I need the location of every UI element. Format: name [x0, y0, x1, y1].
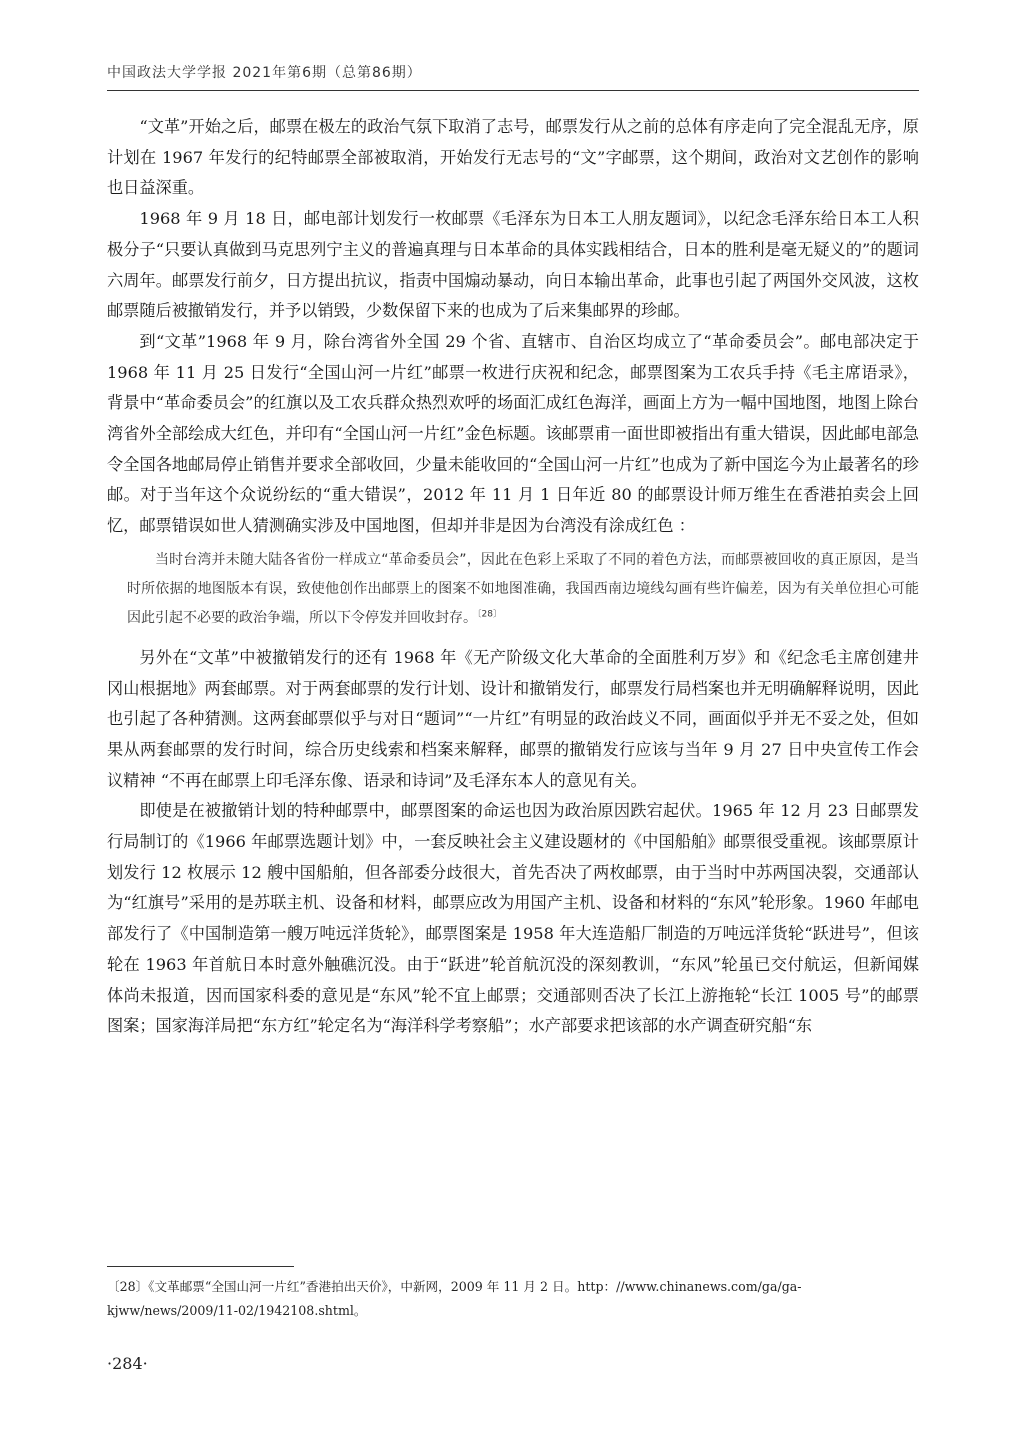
paragraph: 另外在“文革”中被撤销发行的还有 1968 年《无产阶级文化大革命的全面胜利万岁》和《纪念毛主席创建井冈山根据地》两套邮票。对于两套邮票的发行计划、设计和撤销发行，邮票发行局档案也并无明确解释说明，因此也引起了各种猜测。这两套邮票似乎与对日“题词”“一片红”有明显的政治歧义不同，画面似乎并无不妥之处，但如果从两套邮票的发行时间，综合历史线索和档案来解释，邮票的撤销发行应该与当年 9 月 27 日中央宣传工作会议精神 “不再在邮票上印毛泽东像、语录和诗词”及毛泽东本人的意见有关。: [107, 647, 919, 790]
header-rule: [107, 90, 919, 91]
page-number: ·284·: [107, 1354, 148, 1373]
paragraph: 1968 年 9 月 18 日，邮电部计划发行一枚邮票《毛泽东为日本工人朋友题词》，以纪念毛泽东给日本工人积极分子“只要认真做到马克思列宁主义的普遍真理与日本革命的具体实践相结合，日本的胜利是毫无疑义的”的题词六周年。邮票发行前夕，日方提出抗议，指责中国煽动暴动，向日本输出革命，此事也引起了两国外交风波，这枚邮票随后被撤销发行，并予以销毁，少数保留下来的也成为了后来集邮界的珍邮。: [107, 209, 919, 321]
quote-text: 当时台湾并未随大陆各省份一样成立“革命委员会”，因此在色彩上采取了不同的着色方法，而邮票被回收的真正原因，是当时所依据的地图版本有误，致使他创作出邮票上的图案不如地图准确，我国西南边境线勾画有些许偏差，因为有关单位担心可能因此引起不必要的政治争端，所以下令停发并回收封存。: [127, 551, 919, 626]
footnote: 〔28〕《文革邮票“全国山河一片红”香港拍出天价》，中新网，2009 年 11 月 2 日。http：//www.chinanews.com/ga/ga-kjww/news/2009/11-02/1942108.shtml。: [107, 1279, 802, 1318]
paragraph: 到“文革”1968 年 9 月，除台湾省外全国 29 个省、直辖市、自治区均成立了“革命委员会”。邮电部决定于 1968 年 11 月 25 日发行“全国山河一片红”邮票一枚进行庆祝和纪念，邮票图案为工农兵手持《毛主席语录》，背景中“革命委员会”的红旗以及工农兵群众热烈欢呼的场面汇成红色海洋，画面上方为一幅中国地图，地图上除台湾省外全部绘成大红色，并印有“全国山河一片红”金色标题。该邮票甫一面世即被指出有重大错误，因此邮电部急令全国各地邮局停止销售并要求全部收回，少量未能收回的“全国山河一片红”也成为了新中国迄今为止最著名的珍邮。对于当年这个众说纷纭的“重大错误”，2012 年 11 月 1 日年近 80 的邮票设计师万维生在香港拍卖会上回忆，邮票错误如世人猜测确实涉及中国地图，但却并非是因为台湾没有涂成红色 ：: [107, 331, 919, 536]
body-text: [107, 112, 919, 1042]
block-quote: [107, 546, 919, 633]
paragraph: 即使是在被撤销计划的特种邮票中，邮票图案的命运也因为政治原因跌宕起伏。1965 年 12 月 23 日邮票发行局制订的《1966 年邮票选题计划》中，一套反映社会主义建设题材的《中国船舶》邮票很受重视。该邮票原计划发行 12 枚展示 12 艘中国船舶，但各部委分歧很大，首先否决了两枚邮票，由于当时中苏两国决裂，交通部认为“红旗号”采用的是苏联主机、设备和材料，邮票应改为用国产主机、设备和材料的“东风”轮形象。1960 年邮电部发行了《中国制造第一艘万吨远洋货轮》，邮票图案是 1958 年大连造船厂制造的万吨远洋货轮“跃进号”，但该轮在 1963 年首航日本时意外触礁沉没。由于“跃进”轮首航沉没的深刻教训，“东风”轮虽已交付航运，但新闻媒体尚未报道，因而国家科委的意见是“东风”轮不宜上邮票；交通部则否决了长江上游拖轮“长江 1005 号”的邮票图案；国家海洋局把“东方红”轮定名为“海洋科学考察船”；水产部要求把该部的水产调查研究船“东: [107, 801, 919, 1036]
running-header: 中国政法大学学报 2021年第6期（总第86期）: [107, 65, 422, 81]
paragraph: “文革”开始之后，邮票在极左的政治气氛下取消了志号，邮票发行从之前的总体有序走向了完全混乱无序，原计划在 1967 年发行的纪特邮票全部被取消，开始发行无志号的“文”字邮票，这个期间，政治对文艺创作的影响也日益深重。: [107, 117, 919, 198]
footnote-ref: 〔28〕: [477, 609, 502, 620]
footnote-rule: [107, 1266, 294, 1267]
